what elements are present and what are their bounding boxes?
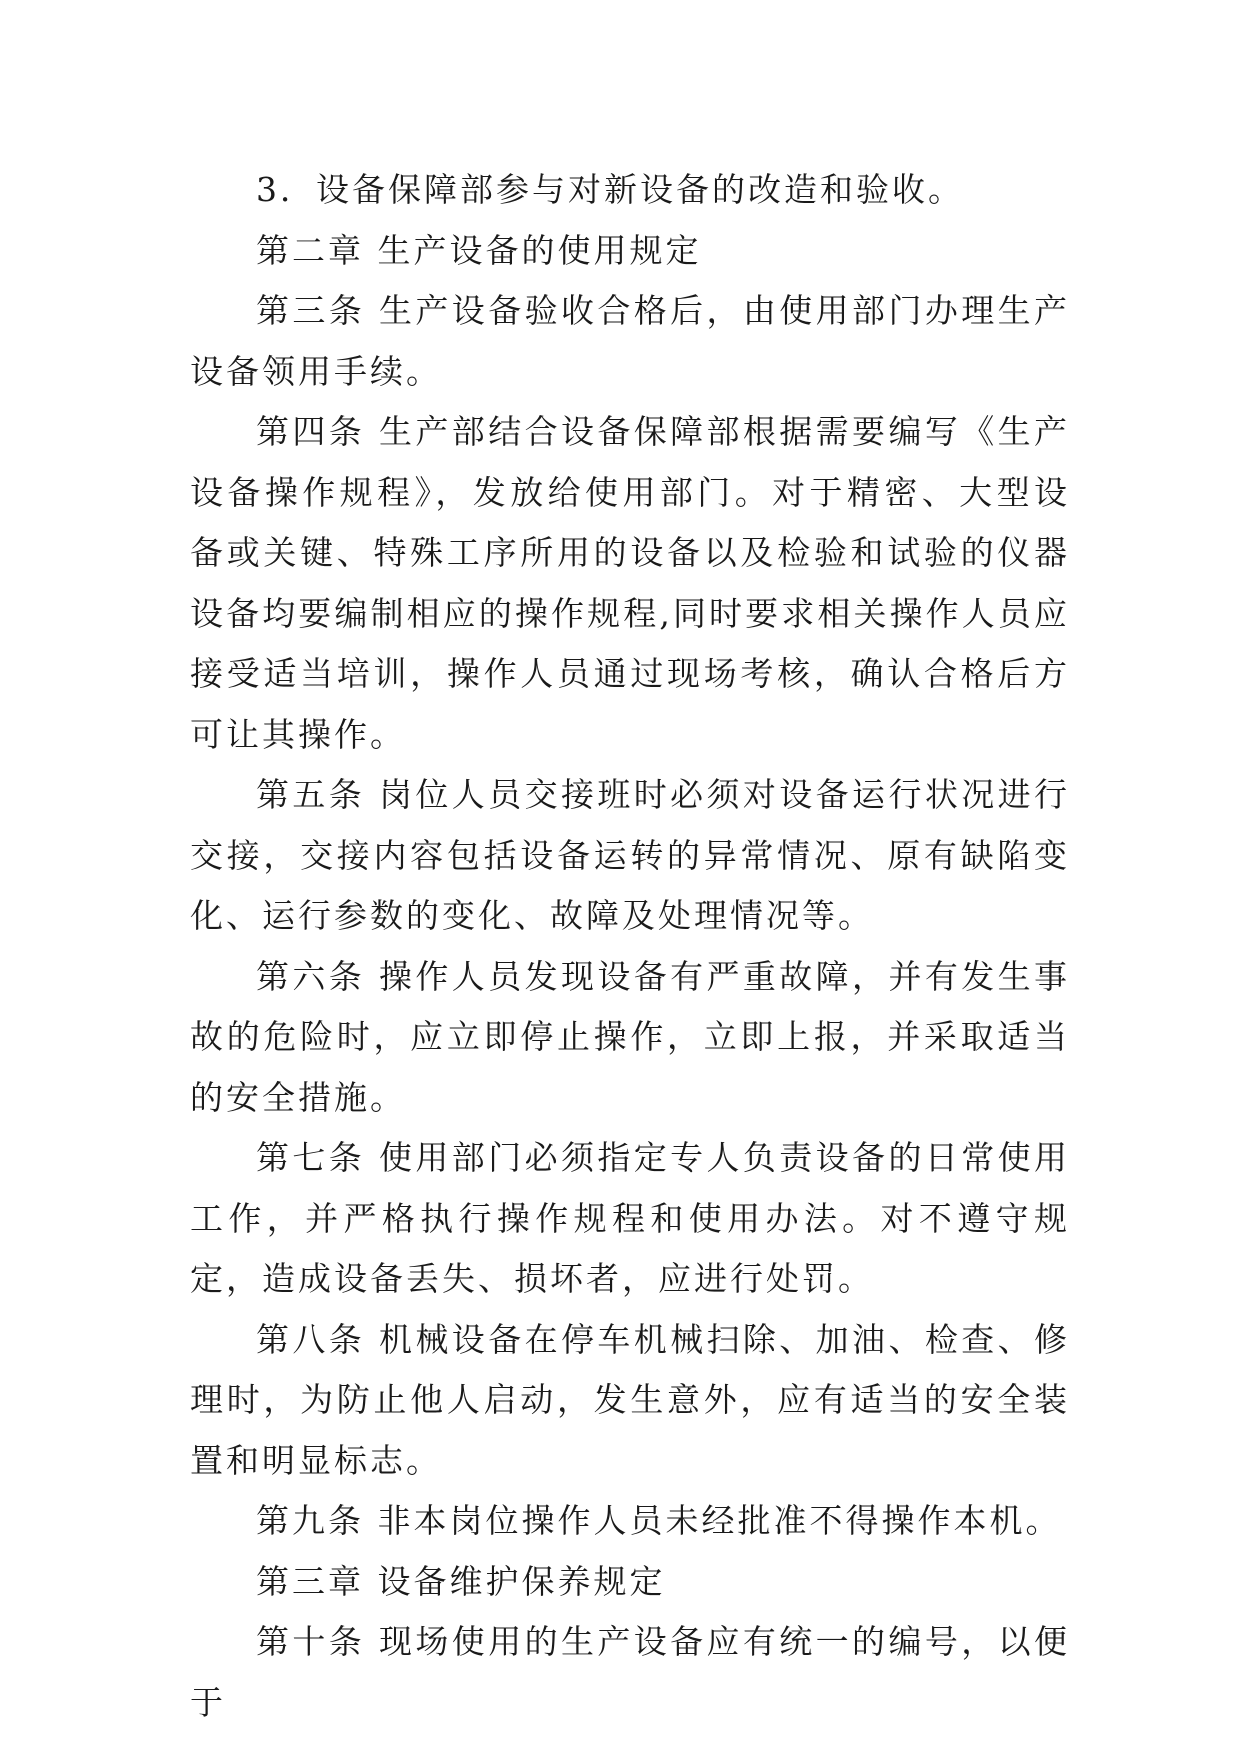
document-body bbox=[190, 160, 1070, 1733]
article-9: 第九条 非本岗位操作人员未经批准不得操作本机。 bbox=[256, 1501, 1062, 1540]
article-5: 第五条 岗位人员交接班时必须对设备运行状况进行交接，交接内容包括设备运转的异常情况、原有缺陷变化、运行参数的变化、故障及处理情况等。 bbox=[190, 775, 1070, 935]
article-8: 第八条 机械设备在停车机械扫除、加油、检查、修理时，为防止他人启动，发生意外，应有适当的安全装置和明显标志。 bbox=[190, 1319, 1070, 1480]
article-10: 第十条 现场使用的生产设备应有统一的编号，以便于 bbox=[190, 1622, 1070, 1722]
article-6: 第六条 操作人员发现设备有严重故障，并有发生事故的危险时，应立即停止操作，立即上报，并采取适当的安全措施。 bbox=[190, 956, 1070, 1117]
chapter-heading-2: 第二章 生产设备的使用规定 bbox=[256, 230, 702, 270]
chapter-heading-3: 第三章 设备维护保养规定 bbox=[256, 1561, 666, 1601]
article-3: 第三条 生产设备验收合格后，由使用部门办理生产设备领用手续。 bbox=[190, 291, 1070, 391]
article-4: 第四条 生产部结合设备保障部根据需要编写《生产设备操作规程》，发放给使用部门。对于精密、大型设备或关键、特殊工序所用的设备以及检验和试验的仪器设备均要编制相应的操作规程,同时要求相关操作人员应接受适当培训，操作人员通过现场考核，确认合格后方可让其操作。 bbox=[190, 412, 1070, 754]
paragraph-item-3: 3．设备保障部参与对新设备的改造和验收。 bbox=[256, 170, 964, 209]
article-7: 第七条 使用部门必须指定专人负责设备的日常使用工作，并严格执行操作规程和使用办法。对不遵守规定，造成设备丢失、损坏者，应进行处罚。 bbox=[190, 1138, 1070, 1298]
